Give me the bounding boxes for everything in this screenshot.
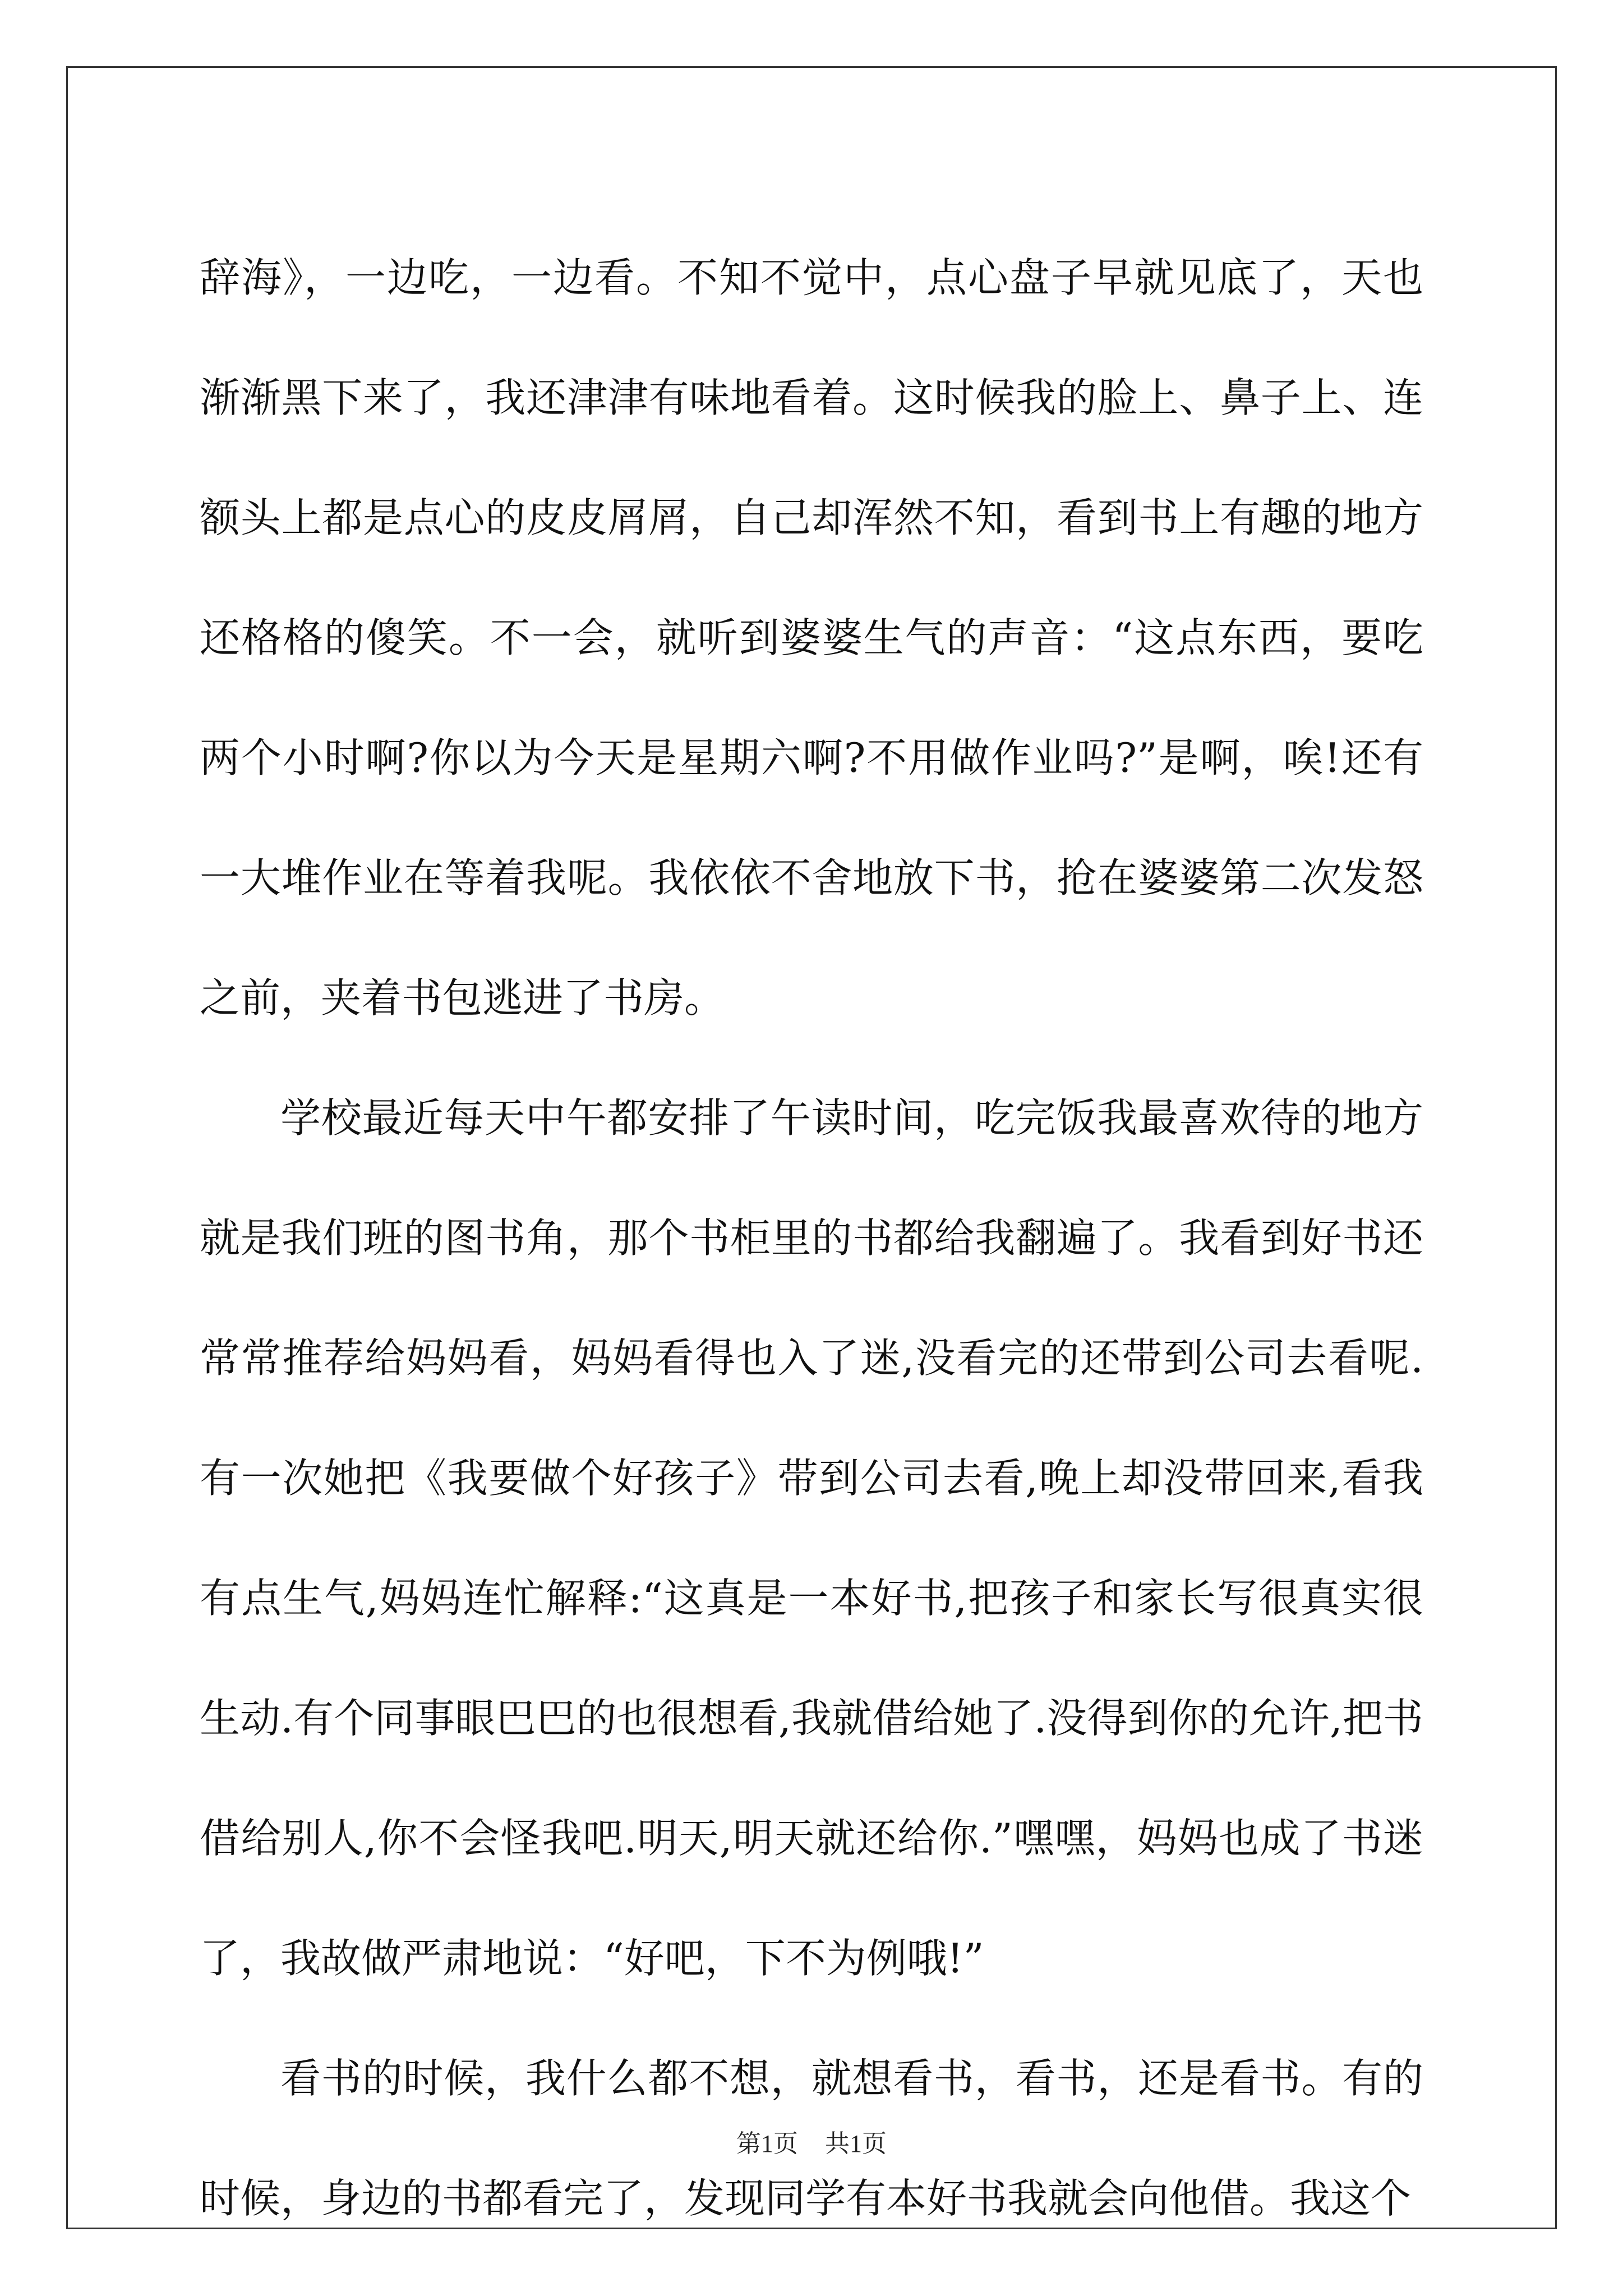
paragraph-1: 辞海》，一边吃，一边看。不知不觉中，点心盘子早就见底了，天也渐渐黑下来了，我还津津有味地看着。这时候我的脸上、鼻子上、连额头上都是点心的皮皮屑屑，自己却浑然不知，看到书上有趣的地方还格格的傻笑。不一会，就听到婆婆生气的声音：“这点东西，要吃两个小时啊?你以为今天是星期六啊?不用做作业吗?”是啊，唉!还有一大堆作业在等着我呢。我依依不舍地放下书，抢在婆婆第二次发怒之前，夹着书包逃进了书房。 <box>200 254 1423 1022</box>
page-number: 第1页 <box>736 2130 798 2157</box>
document-body <box>200 218 1423 2258</box>
paragraph-3: 看书的时候，我什么都不想，就想看书，看书，还是看书。有的时候，身边的书都看完了，发现同学有本好书我就会向他借。我这个 <box>200 2055 1423 2222</box>
paragraph-2: 学校最近每天中午都安排了午读时间，吃完饭我最喜欢待的地方就是我们班的图书角，那个书柜里的书都给我翻遍了。我看到好书还常常推荐给妈妈看，妈妈看得也入了迷,没看完的还带到公司去看呢.有一次她把《我要做个好孩子》带到公司去看,晚上却没带回来,看我有点生气,妈妈连忙解释:“这真是一本好书,把孩子和家长写很真实很生动.有个同事眼巴巴的也很想看,我就借给她了.没得到你的允许,把书借给别人,你不会怪我吧.明天,明天就还给你.”嘿嘿，妈妈也成了书迷了，我故做严肃地说：“好吧，下不为例哦!” <box>200 1094 1423 1982</box>
page-footer <box>0 2123 1623 2159</box>
page-total: 共1页 <box>825 2130 887 2157</box>
